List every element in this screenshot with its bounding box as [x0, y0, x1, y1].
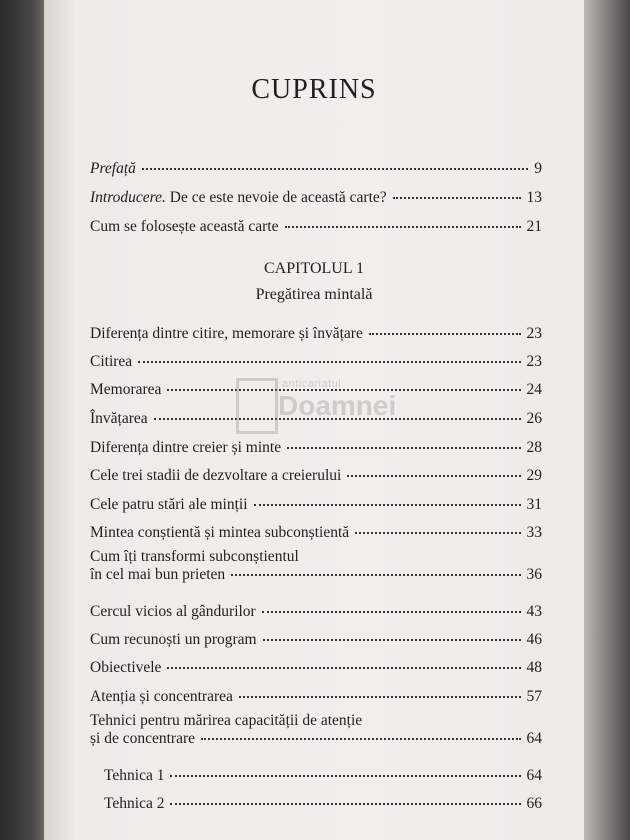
toc-page-number: 9: [534, 160, 542, 177]
toc-page-number: 46: [526, 631, 542, 648]
toc-page-number: 57: [526, 688, 542, 705]
page-title: CUPRINS: [251, 74, 377, 105]
leader-dots: [254, 503, 521, 506]
toc-entry: Cum recunoști un program 46: [90, 631, 542, 648]
leader-dots: [263, 638, 521, 641]
leader-dots: [239, 695, 521, 698]
toc-entry-two-line: Tehnici pentru mărirea capacității de atenție și de concentrare 64: [90, 712, 542, 747]
toc-page-number: 64: [526, 767, 542, 784]
toc-page-number: 29: [526, 467, 542, 484]
toc-entry: Învățarea 26: [90, 410, 542, 427]
leader-dots: [285, 225, 521, 228]
toc-page-number: 33: [526, 524, 542, 541]
toc-entry-introducere: [90, 189, 542, 207]
leader-dots: [201, 737, 521, 740]
toc-page-number: 31: [526, 496, 542, 513]
toc-page-number: 66: [526, 795, 542, 812]
toc-entry-label: Cum se folosește această carte: [90, 218, 279, 235]
chapter-heading: CAPITOLUL 1: [264, 260, 364, 277]
toc-entry-two-line: Cum îți transformi subconștientul în cel mai bun prieten 36: [90, 548, 542, 583]
toc-entry-label: Prefață: [90, 160, 136, 177]
toc-page-number: 24: [526, 381, 542, 398]
leader-dots: [142, 167, 528, 170]
toc-page-number: 13: [526, 189, 542, 206]
toc-entry: Atenția și concentrarea 57: [90, 688, 542, 705]
page-edge-shadow: [584, 0, 630, 840]
toc-entry-cum-se-foloseste: [90, 218, 542, 236]
toc-entry: Mintea conștientă și mintea subconștientă 33: [90, 524, 542, 541]
toc-entry: Cele trei stadii de dezvoltare a creierului 29: [90, 467, 542, 484]
toc-entry: Diferența dintre citire, memorare și învățare 23: [90, 325, 542, 342]
leader-dots: [287, 446, 520, 449]
toc-page-number: 43: [526, 603, 542, 620]
leader-dots: [138, 360, 520, 363]
toc-page-number: 64: [526, 730, 542, 747]
watermark-frame-icon: [236, 378, 278, 434]
leader-dots: [355, 531, 520, 534]
toc-page-number: 48: [526, 659, 542, 676]
toc-page-number: 23: [526, 325, 542, 342]
toc-subentry: Tehnica 1 64: [104, 767, 542, 784]
leader-dots: [347, 474, 520, 477]
toc-page-number: 21: [526, 218, 542, 235]
toc-page-number: 36: [526, 566, 542, 583]
leader-dots: [170, 774, 520, 777]
leader-dots: [393, 196, 521, 199]
leader-dots: [369, 332, 521, 335]
chapter-subtitle: Pregătirea mintală: [255, 286, 373, 303]
leader-dots: [167, 666, 520, 669]
toc-entry-prefata: [90, 160, 542, 178]
toc-entry: Cele patru stări ale minții 31: [90, 496, 542, 513]
toc-entry: Diferența dintre creier și minte 28: [90, 439, 542, 456]
watermark-logo: anticariatul Doamnei: [236, 374, 436, 432]
leader-dots: [262, 610, 521, 613]
toc-entry: Memorarea 24: [90, 381, 542, 398]
toc-entry: Obiectivele 48: [90, 659, 542, 676]
leader-dots: [231, 573, 520, 576]
toc-subentry: Tehnica 2 66: [104, 795, 542, 812]
toc-entry: Citirea 23: [90, 353, 542, 370]
toc-page-number: 28: [526, 439, 542, 456]
book-page: [44, 0, 584, 840]
book-spine-shadow: [0, 0, 44, 840]
toc-page-number: 23: [526, 353, 542, 370]
leader-dots: [170, 802, 520, 805]
toc-page-number: 26: [526, 410, 542, 427]
toc-entry-label: Introducere. De ce este nevoie de această carte?: [90, 189, 387, 206]
toc-entry: Cercul vicios al gândurilor 43: [90, 603, 542, 620]
